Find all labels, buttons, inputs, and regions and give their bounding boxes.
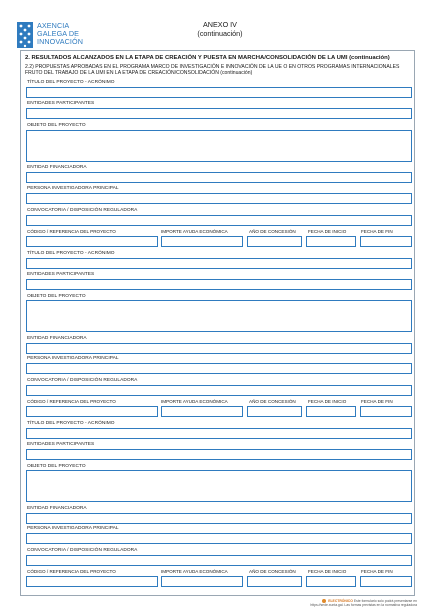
end-date-label: FECHA DE FIN xyxy=(361,229,393,234)
aid-amount-label: IMPORTE AYUDA ECONÓMICA xyxy=(161,399,228,404)
logo-line-3: INNOVACIÓN xyxy=(37,37,83,46)
project-title-label: TÍTULO DEL PROYECTO - ACRÓNIMO xyxy=(27,251,115,256)
project-code-label: CÓDIGO / REFERENCIA DEL PROYECTO xyxy=(27,569,116,574)
annex-title: ANEXO IV xyxy=(203,20,237,29)
xunta-agency-logo xyxy=(17,22,83,48)
aid-amount-field[interactable] xyxy=(161,406,243,417)
funding-entity-label: ENTIDAD FINANCIADORA xyxy=(27,165,87,170)
project-object-field[interactable] xyxy=(26,470,412,502)
annex-subtitle: (continuación) xyxy=(197,29,243,38)
principal-investigator-label: PERSONA INVESTIGADORA PRINCIPAL xyxy=(27,526,119,531)
grant-year-field[interactable] xyxy=(247,236,302,247)
project-title-field[interactable] xyxy=(26,258,412,269)
project-title-label: TÍTULO DEL PROYECTO - ACRÓNIMO xyxy=(27,80,115,85)
grant-year-label: AÑO DE CONCESIÓN xyxy=(249,569,296,574)
start-date-field[interactable] xyxy=(306,576,356,587)
start-date-label: FECHA DE INICIO xyxy=(308,399,347,404)
aid-amount-label: IMPORTE AYUDA ECONÓMICA xyxy=(161,569,228,574)
document-header xyxy=(170,20,270,38)
end-date-field[interactable] xyxy=(360,236,412,247)
grant-year-field[interactable] xyxy=(247,406,302,417)
project-object-field[interactable] xyxy=(26,300,412,332)
participating-entities-label: ENTIDADES PARTICIPANTES xyxy=(27,272,95,277)
call-regulation-field[interactable] xyxy=(26,555,412,566)
project-code-field[interactable] xyxy=(26,236,158,247)
grant-year-field[interactable] xyxy=(247,576,302,587)
start-date-label: FECHA DE INICIO xyxy=(308,569,347,574)
call-regulation-field[interactable] xyxy=(26,385,412,396)
funding-entity-label: ENTIDAD FINANCIADORA xyxy=(27,506,87,511)
project-code-field[interactable] xyxy=(26,576,158,587)
logo-text xyxy=(37,22,83,46)
call-regulation-label: CONVOCATORIA / DISPOSICIÓN REGULADORA xyxy=(27,208,138,213)
logo-line-2: GALEGA DE xyxy=(37,29,80,38)
call-regulation-field[interactable] xyxy=(26,215,412,226)
logo-line-1: AXENCIA xyxy=(37,21,70,30)
project-code-label: CÓDIGO / REFERENCIA DEL PROYECTO xyxy=(27,229,116,234)
aid-amount-field[interactable] xyxy=(161,236,243,247)
footer-text-1: Este formulario solo podrá presentarse en xyxy=(353,599,417,603)
end-date-field[interactable] xyxy=(360,406,412,417)
participating-entities-label: ENTIDADES PARTICIPANTES xyxy=(27,101,95,106)
start-date-field[interactable] xyxy=(306,236,356,247)
principal-investigator-label: PERSONA INVESTIGADORA PRINCIPAL xyxy=(27,186,119,191)
project-object-label: OBJETO DEL PROYECTO xyxy=(27,464,86,469)
start-date-field[interactable] xyxy=(306,406,356,417)
start-date-label: FECHA DE INICIO xyxy=(308,229,347,234)
principal-investigator-field[interactable] xyxy=(26,193,412,204)
project-code-label: CÓDIGO / REFERENCIA DEL PROYECTO xyxy=(27,399,116,404)
subsection-heading xyxy=(25,64,415,76)
project-object-label: OBJETO DEL PROYECTO xyxy=(27,123,86,128)
participating-entities-field[interactable] xyxy=(26,279,412,290)
funding-entity-field[interactable] xyxy=(26,513,412,524)
footer-text-2: https://sede.xunta.gal. Las formas previstas en la normativa reguladora xyxy=(310,603,417,608)
footer-brand: ELECTRÓNICO xyxy=(328,599,353,603)
funding-entity-field[interactable] xyxy=(26,172,412,183)
project-code-field[interactable] xyxy=(26,406,158,417)
project-object-field[interactable] xyxy=(26,130,412,162)
participating-entities-label: ENTIDADES PARTICIPANTES xyxy=(27,442,95,447)
subsection-line-1: 2.2) PROPUESTAS APROBADAS EN EL PROGRAMA MARCO DE INVESTIGACIÓN E INNOVACIÓN DE LA UE O EN OTROS PROGRAMAS INTERNACIONALES xyxy=(25,64,400,70)
funding-entity-label: ENTIDAD FINANCIADORA xyxy=(27,336,87,341)
project-title-label: TÍTULO DEL PROYECTO - ACRÓNIMO xyxy=(27,421,115,426)
end-date-label: FECHA DE FIN xyxy=(361,399,393,404)
end-date-field[interactable] xyxy=(360,576,412,587)
aid-amount-label: IMPORTE AYUDA ECONÓMICA xyxy=(161,229,228,234)
call-regulation-label: CONVOCATORIA / DISPOSICIÓN REGULADORA xyxy=(27,378,138,383)
principal-investigator-field[interactable] xyxy=(26,363,412,374)
end-date-label: FECHA DE FIN xyxy=(361,569,393,574)
principal-investigator-field[interactable] xyxy=(26,533,412,544)
project-title-field[interactable] xyxy=(26,428,412,439)
funding-entity-field[interactable] xyxy=(26,343,412,354)
participating-entities-field[interactable] xyxy=(26,449,412,460)
call-regulation-label: CONVOCATORIA / DISPOSICIÓN REGULADORA xyxy=(27,548,138,553)
participating-entities-field[interactable] xyxy=(26,108,412,119)
electronic-filing-note xyxy=(310,599,417,607)
aid-amount-field[interactable] xyxy=(161,576,243,587)
agency-emblem-icon xyxy=(17,22,33,48)
grant-year-label: AÑO DE CONCESIÓN xyxy=(249,229,296,234)
subsection-line-2: FRUTO DEL TRABAJO DE LA UMI EN LA ETAPA DE CREACIÓN/CONSOLIDACIÓN (continuación) xyxy=(25,70,253,76)
project-title-field[interactable] xyxy=(26,87,412,98)
section-title: 2. RESULTADOS ALCANZADOS EN LA ETAPA DE CREACIÓN Y PUESTA EN MARCHA/CONSOLIDACIÓN DE LA UMI (continuación) xyxy=(25,55,390,61)
project-object-label: OBJETO DEL PROYECTO xyxy=(27,294,86,299)
principal-investigator-label: PERSONA INVESTIGADORA PRINCIPAL xyxy=(27,356,119,361)
grant-year-label: AÑO DE CONCESIÓN xyxy=(249,399,296,404)
